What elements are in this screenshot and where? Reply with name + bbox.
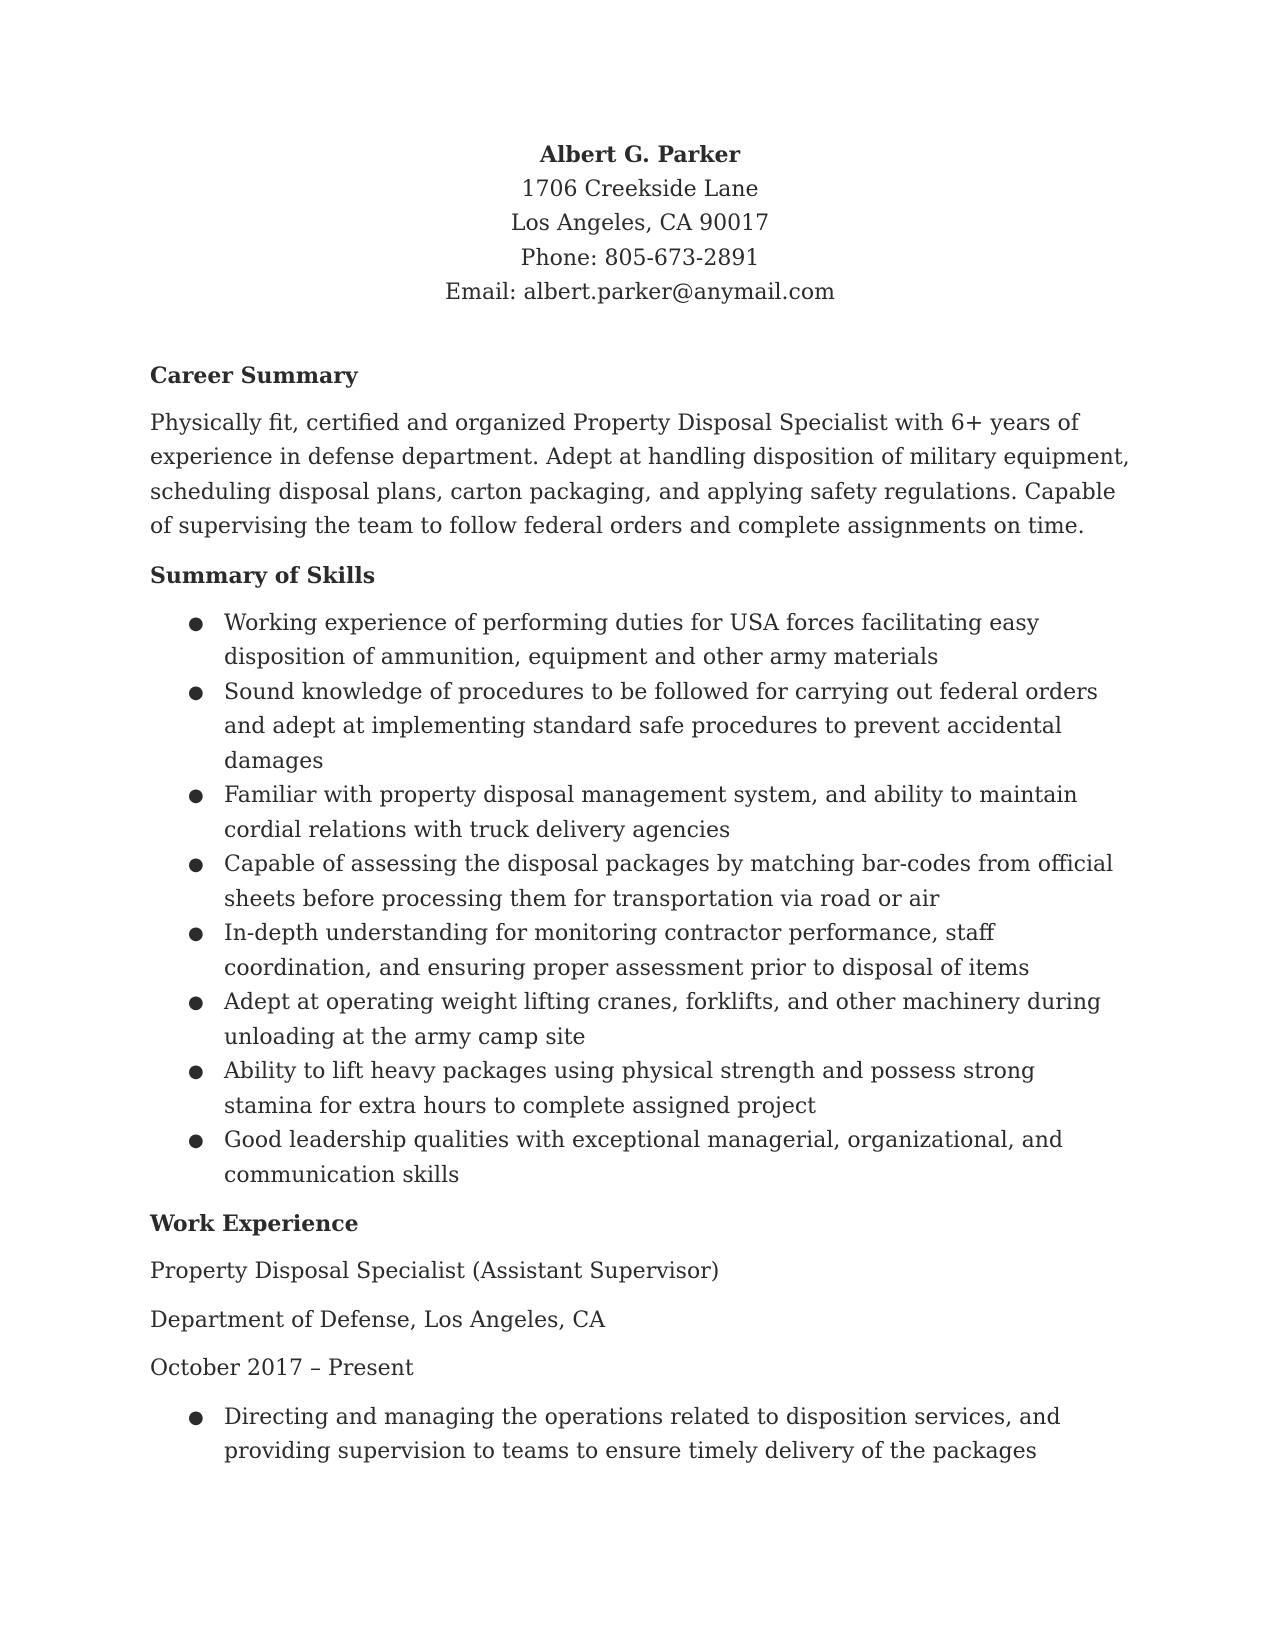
list-item (150, 1055, 1130, 1124)
address-line-1: 1706 Creekside Lane (521, 176, 759, 202)
skill-text: Adept at operating weight lifting cranes, forklifts, and other machinery during unloading at the army camp site (224, 990, 1102, 1050)
skill-text: Ability to lift heavy packages using physical strength and possess strong stamina for extra hours to complete assigned project (224, 1059, 1036, 1119)
skill-text: Sound knowledge of procedures to be followed for carrying out federal orders and adept at implementing standard safe procedures to prevent accidental damages (224, 679, 1098, 774)
list-item (150, 986, 1130, 1055)
employment-dates: October 2017 – Present (150, 1356, 414, 1381)
skill-text: In-depth understanding for monitoring contractor performance, staff coordination, and ensuring proper assessment prior to disposal of items (224, 921, 1030, 981)
bullet-icon: ● (188, 1130, 204, 1151)
bullet-icon: ● (188, 612, 204, 634)
email-line: Email: albert.parker@anymail.com (445, 280, 835, 305)
list-item (150, 917, 1130, 986)
list-item (150, 848, 1130, 917)
list-item (150, 1124, 1130, 1193)
contact-header (150, 138, 1130, 311)
list-item (150, 607, 1130, 676)
bullet-icon: ● (188, 1061, 204, 1082)
career-summary-heading: Career Summary (150, 362, 358, 389)
bullet-icon: ● (188, 923, 204, 944)
duty-text: Directing and managing the operations related to disposition services, and providing supervision to teams to ensure timely delivery of the packages (224, 1404, 1061, 1464)
skill-text: Capable of assessing the disposal packages by matching bar-codes from official sheets before processing them for transportation via road or air (224, 852, 1114, 912)
list-item (150, 779, 1130, 848)
list-item (150, 1401, 1130, 1470)
work-experience-heading: Work Experience (150, 1211, 359, 1237)
bullet-icon: ● (188, 992, 204, 1013)
skill-text: Working experience of performing duties for USA forces facilitating easy disposition of ammunition, equipment and other army materials (224, 610, 1040, 670)
skill-text: Familiar with property disposal management system, and ability to maintain cordial relations with truck delivery agencies (224, 783, 1078, 843)
resume-page (150, 138, 1130, 1470)
employer: Department of Defense, Los Angeles, CA (150, 1307, 606, 1333)
skills-heading: Summary of Skills (150, 562, 376, 589)
list-item (150, 676, 1130, 780)
address-line-2: Los Angeles, CA 90017 (510, 211, 770, 236)
bullet-icon: ● (188, 785, 204, 806)
bullet-icon: ● (188, 854, 204, 875)
job-title: Property Disposal Specialist (Assistant Supervisor) (150, 1259, 720, 1284)
bullet-icon: ● (188, 1406, 204, 1428)
work-duties-list (150, 1401, 1130, 1470)
skills-list (150, 607, 1130, 1194)
bullet-icon: ● (188, 681, 204, 703)
candidate-name: Albert G. Parker (539, 142, 741, 168)
phone-line: Phone: 805-673-2891 (520, 245, 760, 271)
skill-text: Good leadership qualities with exceptional managerial, organizational, and communication skills (224, 1128, 1064, 1188)
career-summary-text: Physically fit, certified and organized Property Disposal Specialist with 6+ years of experience in defense department. Adept at handling disposition of military equipment, scheduling disposal plans, carton packaging, and applying safety regulations. Capable of supervising the team to follow federal orders and complete assignments on time. (150, 410, 1130, 539)
